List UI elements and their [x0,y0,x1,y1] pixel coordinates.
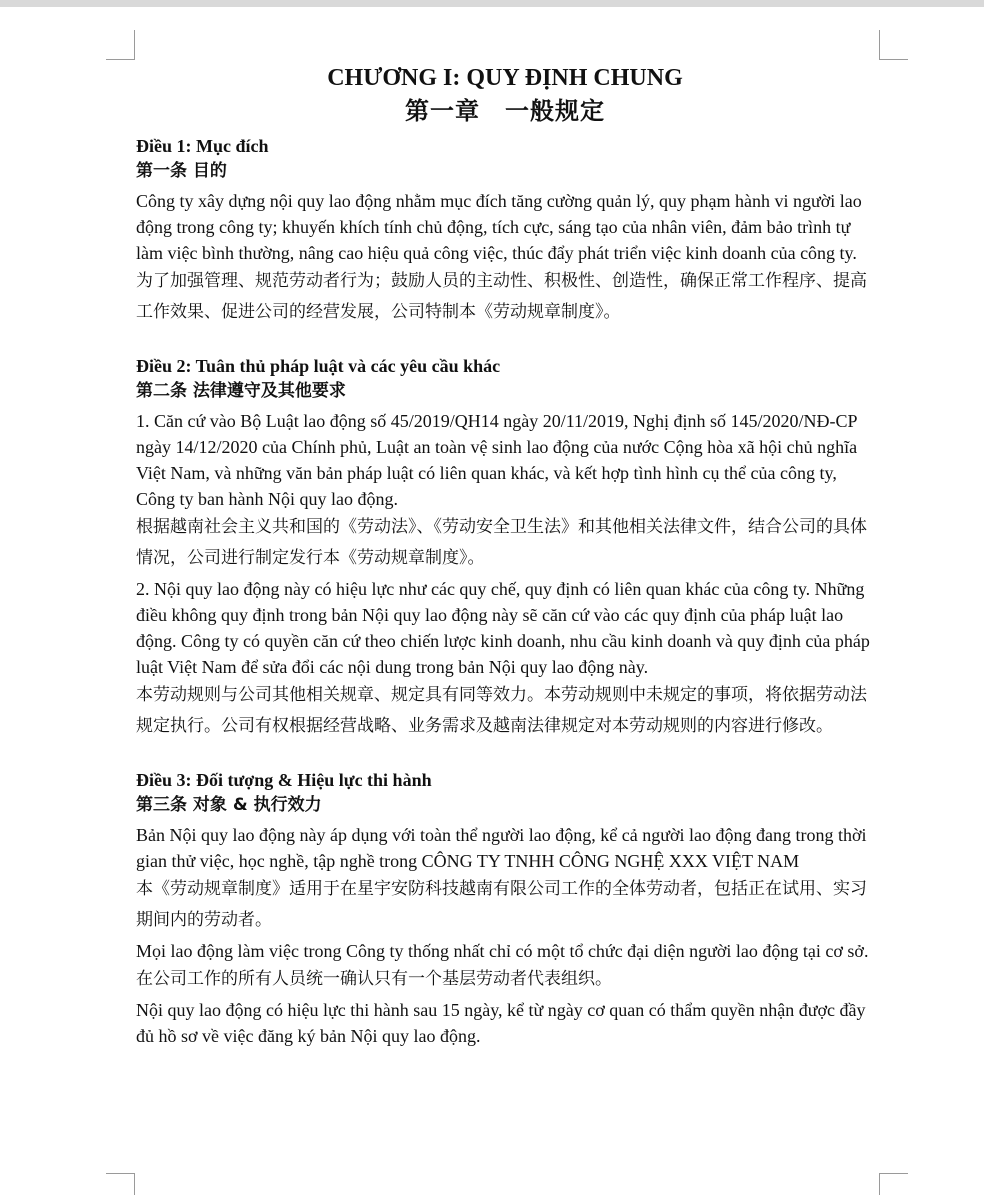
window-top-edge [0,0,984,7]
article-3-scope-zh: 本《劳动规章制度》适用于在星宇安防科技越南有限公司工作的全体劳动者，包括正在试用、实习期间内的劳动者。 [136,879,867,930]
article-3-effective-vi: Nội quy lao động có hiệu lực thi hành sau 15 ngày, kể từ ngày cơ quan có thẩm quyền nhận được đầy đủ hồ sơ về việc đăng ký bản Nội quy lao động. [136,1000,866,1046]
article-3-title-vi: Điều 3: Đối tượng & Hiệu lực thi hành [136,770,432,790]
section-article-1 [136,134,874,328]
article-1-title-vi: Điều 1: Mục đích [136,136,269,156]
article-2-clause-2-vi: 2. Nội quy lao động này có hiệu lực như các quy chế, quy định có liên quan khác của công ty. Những điều không quy định trong bản Nội quy lao động này sẽ căn cứ vào các quy định của pháp luật lao động. Công ty có quyền căn cứ theo chiến lược kinh doanh, nhu cầu kinh doanh và quy định của pháp luật Việt Nam để sửa đổi các nội dung trong bản Nội quy lao động này. [136,579,870,677]
section-article-2 [136,354,874,742]
crop-mark-top-right [879,30,908,60]
crop-mark-top-left [106,30,135,60]
article-2-clause-1-zh: 根据越南社会主义共和国的《劳动法》、《劳动安全卫生法》和其他相关法律文件，结合公司的具体情况，公司进行制定发行本《劳动规章制度》。 [136,517,867,568]
article-3-representative-zh: 在公司工作的所有人员统一确认只有一个基层劳动者代表组织。 [136,969,612,989]
article-3-scope-vi: Bản Nội quy lao động này áp dụng với toàn thể người lao động, kể cả người lao động đang trong thời gian thử việc, học nghề, tập nghề trong CÔNG TY TNHH CÔNG NGHỆ XXX VIỆT NAM [136,825,867,871]
article-3-representative-vi: Mọi lao động làm việc trong Công ty thống nhất chỉ có một tổ chức đại diện người lao động tại cơ sở. [136,941,869,961]
article-3-title-zh: 第三条 对象 & 执行效力 [136,795,322,815]
article-1-title-zh: 第一条 目的 [136,161,227,181]
chapter-title-vi: CHƯƠNG I: QUY ĐỊNH CHUNG [327,65,683,91]
section-article-3 [136,768,874,1049]
crop-mark-bottom-right [879,1173,908,1195]
document-page [136,62,874,1049]
article-1-paragraph-vi: Công ty xây dựng nội quy lao động nhằm mục đích tăng cường quản lý, quy phạm hành vi người lao động trong công ty; khuyến khích tính chủ động, tích cực, sáng tạo của nhân viên, đảm bảo trình tự làm việc bình thường, nâng cao hiệu quả công việc, thúc đẩy phát triển việc kinh doanh của công ty. [136,191,862,263]
chapter-title-zh: 第一章 一般规定 [405,97,605,125]
article-1-paragraph-zh: 为了加强管理、规范劳动者行为；鼓励人员的主动性、积极性、创造性，确保正常工作程序、提高工作效果、促进公司的经营发展，公司特制本《劳动规章制度》。 [136,271,867,322]
article-2-clause-1-vi: 1. Căn cứ vào Bộ Luật lao động số 45/2019/QH14 ngày 20/11/2019, Nghị định số 145/2020/NĐ-CP ngày 14/12/2020 của Chính phủ, Luật an toàn vệ sinh lao động của nước Cộng hòa xã hội chủ nghĩa Việt Nam, và những văn bản pháp luật có liên quan khác, và kết hợp tình hình cụ thể của công ty, Công ty ban hành Nội quy lao động. [136,411,858,509]
article-2-title-zh: 第二条 法律遵守及其他要求 [136,381,346,401]
crop-mark-bottom-left [106,1173,135,1195]
article-2-clause-2-zh: 本劳动规则与公司其他相关规章、规定具有同等效力。本劳动规则中未规定的事项，将依据劳动法规定执行。公司有权根据经营战略、业务需求及越南法律规定对本劳动规则的内容进行修改。 [136,685,867,736]
article-2-title-vi: Điều 2: Tuân thủ pháp luật và các yêu cầu khác [136,356,501,376]
